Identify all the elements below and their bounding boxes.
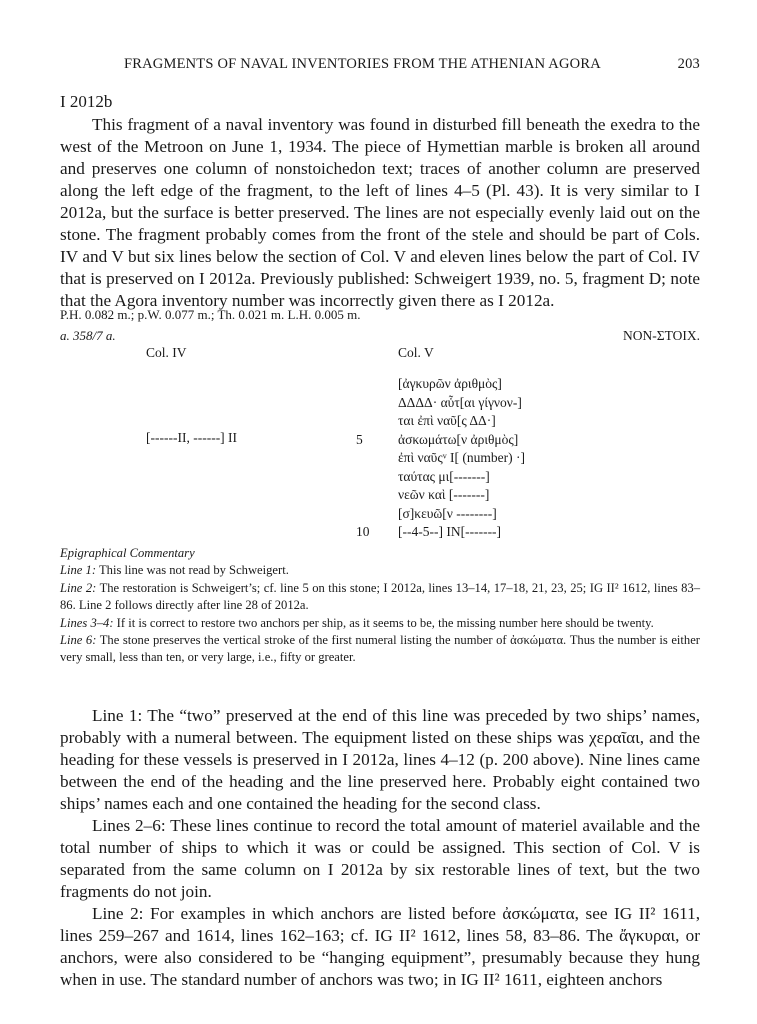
discussion bbox=[60, 705, 700, 991]
commentary-line-text: If it is correct to restore two anchors per ship, as it seems to be, the missing number here should be twenty. bbox=[113, 615, 654, 630]
commentary-entry bbox=[60, 580, 700, 615]
layout-label: NON-ΣΤΟΙΧ. bbox=[623, 328, 700, 343]
page-number: 203 bbox=[677, 56, 700, 72]
line-number: 10 bbox=[356, 524, 370, 539]
col-iv-text: [------ΙΙ, ------] ΙΙ bbox=[146, 430, 238, 445]
inscription-line: νεῶν καὶ [-------] bbox=[398, 487, 490, 502]
line-number: 5 bbox=[356, 431, 363, 447]
discussion-paragraph: Line 2: For examples in which anchors are listed before ἀσκώματα, see IG II² 1611, lines 259–267 and 1614, lines 162–163; cf. IG II² 1612, lines 58, 83–86. The ἄγκυραι, or anchors, were also considered to be “hanging equipment”, presumably because they hung when in use. The standard number of anchors was two; in IG II² 1611, eighteen anchors bbox=[60, 904, 700, 989]
commentary-line-label: Line 2: bbox=[60, 580, 97, 595]
discussion-paragraph: Lines 2–6: These lines continue to record the total amount of materiel available and the total number of ships to which it was or could be assigned. This section of Col. V is separated from the same column on I 2012a by six restorable lines of text, but the two fragments do not join. bbox=[60, 816, 700, 901]
running-head-title: FRAGMENTS OF NAVAL INVENTORIES FROM THE ATHENIAN AGORA bbox=[124, 56, 601, 72]
commentary-entry bbox=[60, 632, 700, 667]
measurements: P.H. 0.082 m.; p.W. 0.077 m.; Th. 0.021 m. L.H. 0.005 m. bbox=[60, 307, 361, 322]
discussion-paragraph: Line 1: The “two” preserved at the end of this line was preceded by two ships’ names, probably with a numeral between. The equipment listed on these ships was χεραῖαι, and the heading for these vessels is preserved in I 2012a, lines 4–12 (p. 200 above). Nine lines came between the end of the heading and the line preserved here. Probably eight contained two ships’ names each and one contained the heading for the second class. bbox=[60, 706, 700, 813]
inscription-line: ἀσκωμάτω[ν ἀριθμὸς] bbox=[398, 431, 519, 447]
inscription-line: ταύτας μι[-------] bbox=[398, 468, 490, 484]
intro-paragraph: This fragment of a naval inventory was found in disturbed fill beneath the exedra to the west of the Metroon on June 1, 1934. The piece of Hymettian marble is broken all around and preserves one column of nonstoichedon text; traces of another column are preserved along the left edge of the fragment, to the left of lines 4–5 (Pl. 43). It is very similar to I 2012a, but the surface is better preserved. The lines are not especially evenly laid out on the stone. The fragment probably comes from the front of the stele and should be part of Cols. IV and V but six lines below the section of Col. V and eleven lines below the part of Col. IV that is preserved on I 2012a. Previously published: Schweigert 1939, no. 5, fragment D; note that the Agora inventory number was incorrectly given there as I 2012a. bbox=[60, 115, 700, 310]
commentary-line-label: Line 6: bbox=[60, 633, 97, 648]
commentary-entry bbox=[60, 562, 700, 579]
inscription-line: ἐπὶ ναῦςᵛ Ι[ (number) ·] bbox=[398, 450, 526, 465]
commentary-entries bbox=[60, 562, 700, 666]
col-v-heading: Col. V bbox=[398, 345, 434, 360]
commentary-line-text: The stone preserves the vertical stroke of the first numeral listing the number of ἀσκώματα. Thus the number is either very small, less than ten, or very large, i.e., fifty or greater. bbox=[60, 633, 700, 665]
commentary-line-label: Lines 3–4: bbox=[60, 615, 114, 630]
inscription-line: [--4-5--] ΙΝ[-------] bbox=[398, 524, 502, 539]
inscription-line: ΔΔΔΔ· αὗτ[αι γίγνον-] bbox=[398, 394, 522, 410]
commentary-line-label: Line 1: bbox=[60, 563, 97, 578]
inventory-number: I 2012b bbox=[60, 92, 113, 111]
commentary-line-text: This line was not read by Schweigert. bbox=[96, 563, 289, 578]
inscription-date: a. 358/7 a. bbox=[60, 328, 116, 343]
inscription-line: [σ]κευῶ[ν --------] bbox=[398, 505, 497, 521]
commentary-entry bbox=[60, 615, 700, 632]
commentary-heading: Epigraphical Commentary bbox=[60, 546, 195, 560]
inscription-line: [ἀγκυρῶν ἀριθμὸς] bbox=[398, 376, 502, 391]
col-iv-heading: Col. IV bbox=[146, 345, 187, 360]
epigraphical-commentary bbox=[60, 545, 700, 667]
commentary-line-text: The restoration is Schweigert’s; cf. line 5 on this stone; I 2012a, lines 13–14, 17–18, 21, 23, 25; IG II² 1612, lines 83–86. Line 2 follows directly after line 28 of 2012a. bbox=[60, 580, 701, 613]
inscription-line: ται ἐπὶ ναῦ[ς ΔΔ·] bbox=[398, 413, 496, 428]
